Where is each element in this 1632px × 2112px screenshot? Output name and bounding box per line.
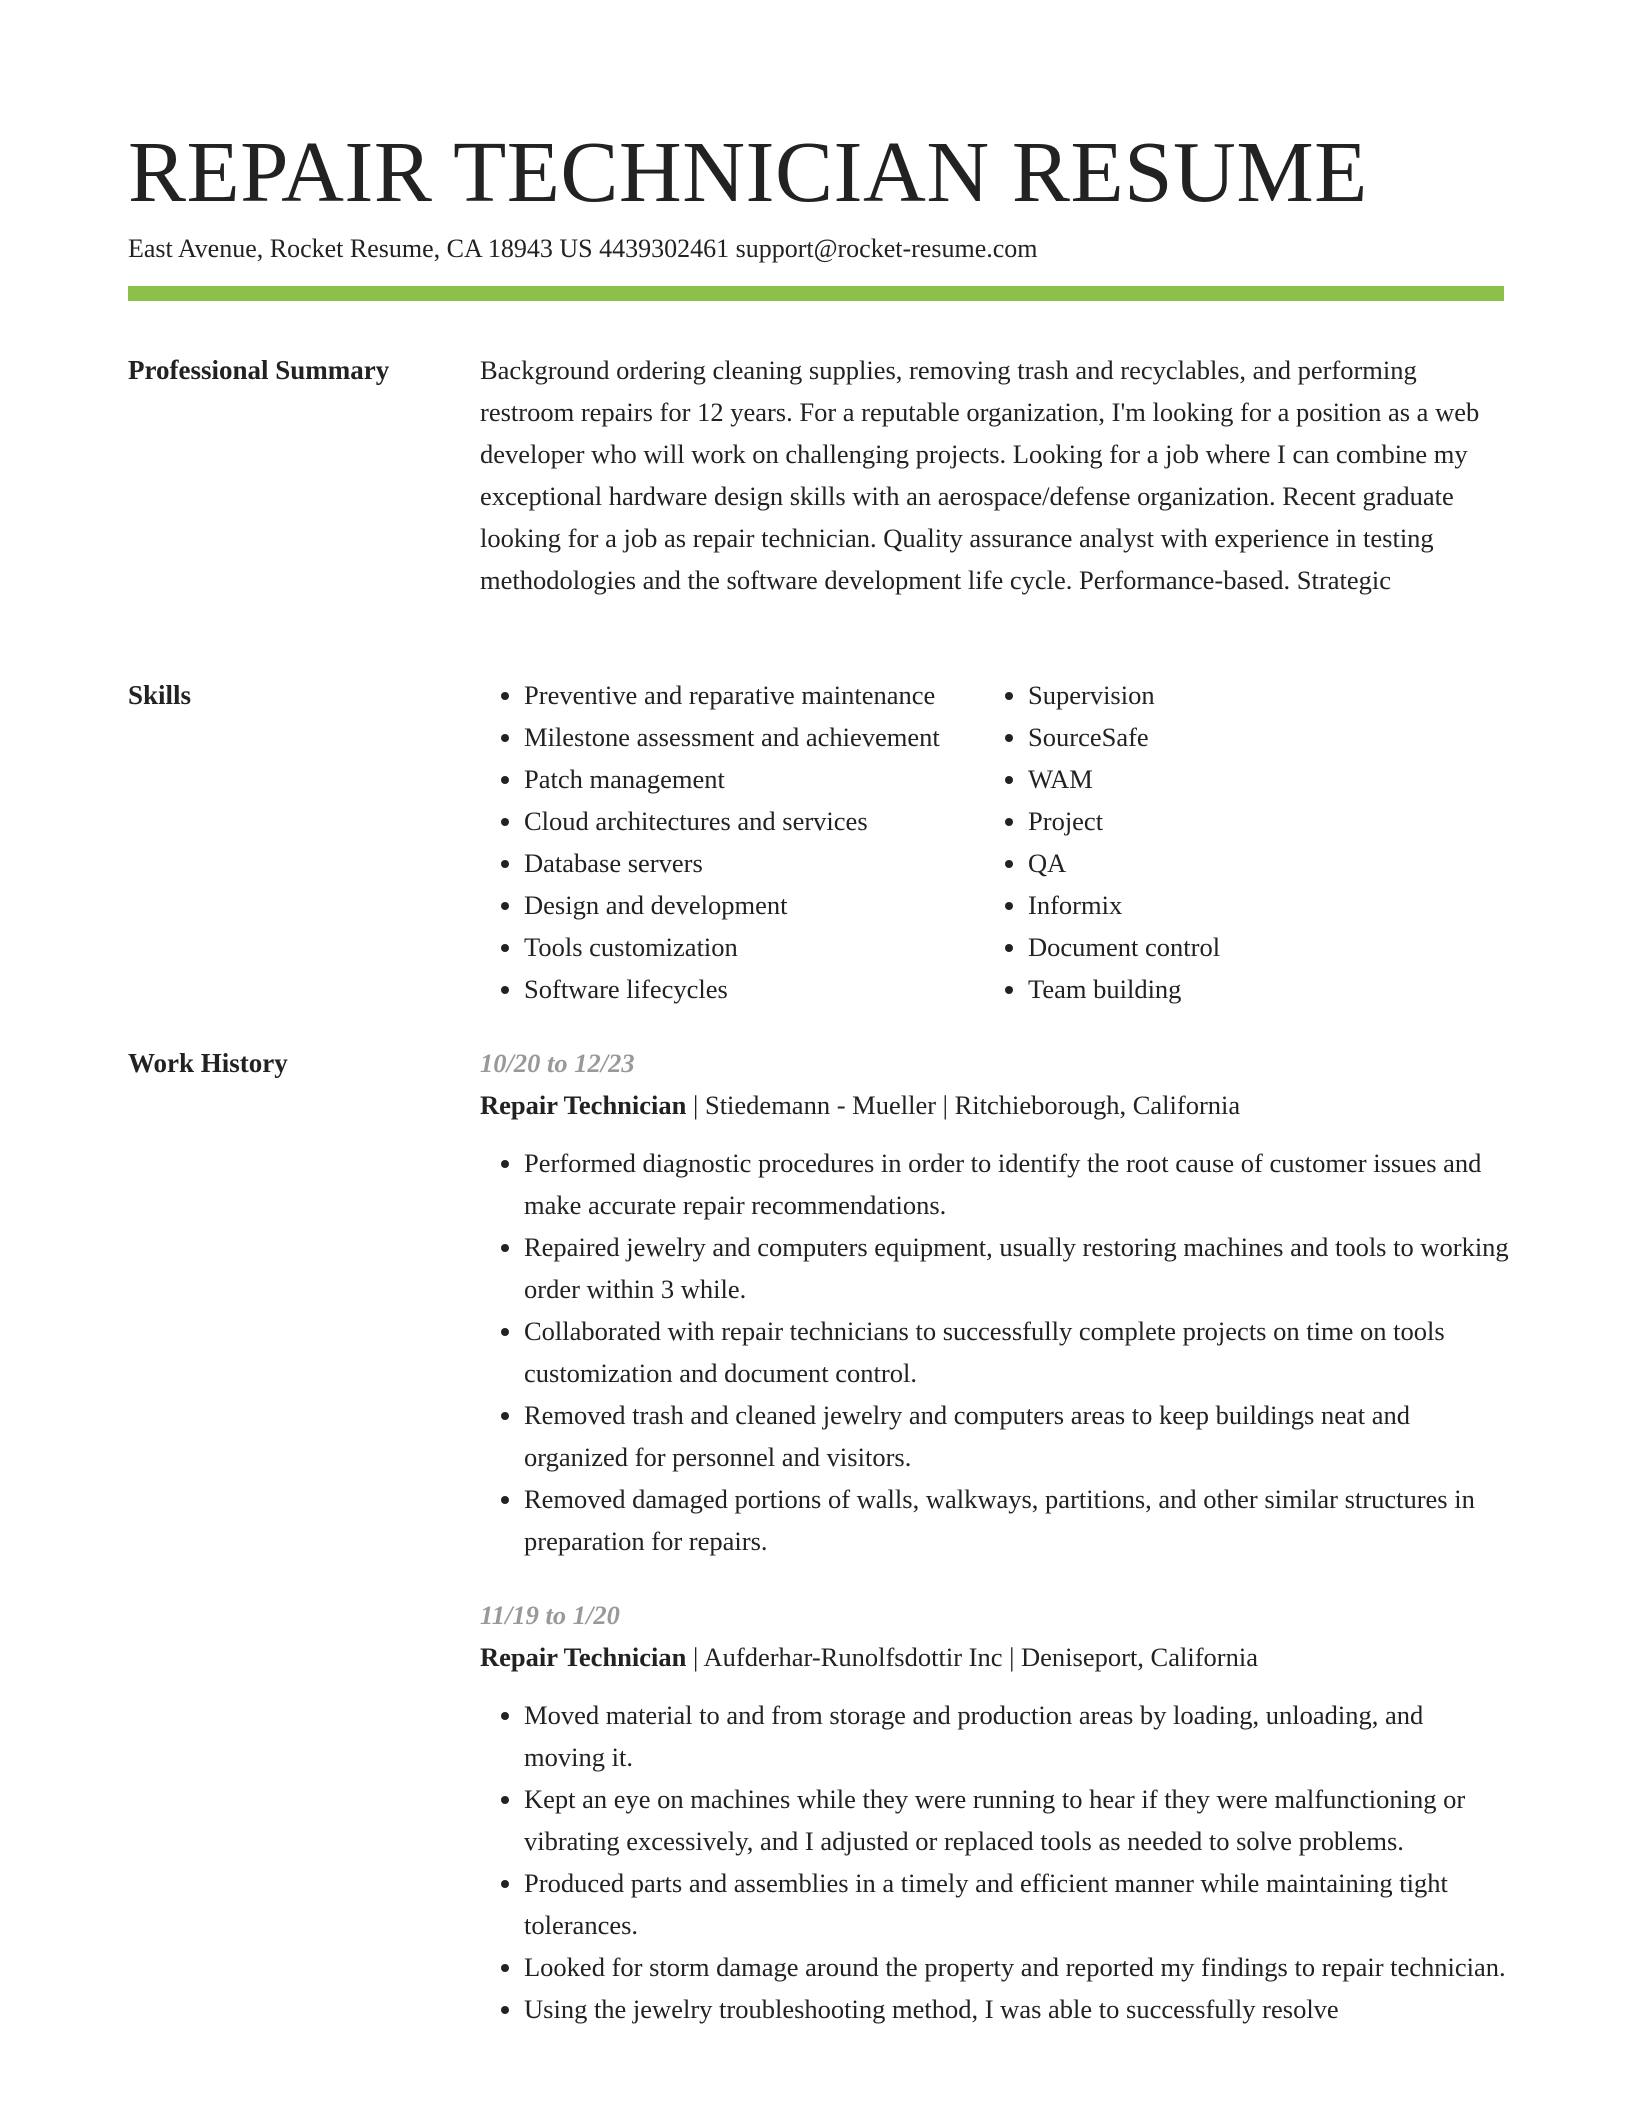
skill-item: • Design and development [524,884,984,926]
job-title: Repair Technician [480,1642,687,1672]
job-details: | Aufderhar-Runolfsdottir Inc | Deniseport, California [686,1642,1258,1672]
skill-item: • Team building [1028,968,1220,1010]
skill-item: • Database servers [524,842,984,884]
job-date: 11/19 to 1/20 [480,1600,620,1630]
job-bullet: • Repaired jewelry and computers equipment, usually restoring machines and tools to working order within 3 while. [524,1226,1510,1310]
summary-text: Background ordering cleaning supplies, removing trash and recyclables, and performing restroom repairs for 12 years. For a reputable organization, I'm looking for a position as a web developer who will work on challenging projects. Looking for a job where I can combine my exceptional hardware design skills with an aerospace/defense organization. Recent graduate looking for a job as repair technician. Quality assurance analyst with experience in testing methodologies and the software development life cycle. Performance-based. Strategic [480,355,1480,595]
skill-item: • Software lifecycles [524,968,984,1010]
job-bullet: • Produced parts and assemblies in a timely and efficient manner while maintaining tight tolerances. [524,1862,1510,1946]
header-divider [128,286,1504,301]
job-bullet: • Removed damaged portions of walls, walkways, partitions, and other similar structures in preparation for repairs. [524,1478,1510,1562]
summary-heading: Professional Summary [128,355,390,385]
work-history-heading: Work History [128,1048,288,1078]
skill-item: • SourceSafe [1028,716,1220,758]
job-details: | Stiedemann - Mueller | Ritchieborough, California [686,1090,1241,1120]
summary-section [480,349,1510,601]
skills-section [480,674,1510,1010]
skill-item: • Preventive and reparative maintenance [524,674,984,716]
job-bullet: • Looked for storm damage around the property and reported my findings to repair technician. [524,1946,1510,1988]
skill-item: • QA [1028,842,1220,884]
skill-item: • Document control [1028,926,1220,968]
job-bullets [480,1142,1510,1562]
job-date: 10/20 to 12/23 [480,1048,635,1078]
skill-item: • Supervision [1028,674,1220,716]
skill-item: • Project [1028,800,1220,842]
job-title-line [480,1084,1510,1126]
job-bullet: • Using the jewelry troubleshooting method, I was able to successfully resolve [524,1988,1510,2030]
skill-item: • Informix [1028,884,1220,926]
job-title-line [480,1636,1510,1678]
job-bullet: • Moved material to and from storage and production areas by loading, unloading, and moving it. [524,1694,1510,1778]
skills-list-left [480,674,984,1010]
skills-heading: Skills [128,680,192,710]
job-bullet: • Kept an eye on machines while they were running to hear if they were malfunctioning or vibrating excessively, and I adjusted or replaced tools as needed to solve problems. [524,1778,1510,1862]
skills-list-right [984,674,1220,1010]
skill-item: • WAM [1028,758,1220,800]
job-bullets [480,1694,1510,2030]
skill-item: • Milestone assessment and achievement [524,716,984,758]
job-entry [480,1594,1510,2030]
skill-item: • Cloud architectures and services [524,800,984,842]
job-bullet: • Removed trash and cleaned jewelry and computers areas to keep buildings neat and organized for personnel and visitors. [524,1394,1510,1478]
contact-line: East Avenue, Rocket Resume, CA 18943 US 4439302461 support@rocket-resume.com [128,234,1038,263]
job-entry [480,1042,1510,1562]
job-title: Repair Technician [480,1090,687,1120]
resume-title: REPAIR TECHNICIAN RESUME [128,123,1368,220]
skill-item: • Tools customization [524,926,984,968]
job-bullet: • Performed diagnostic procedures in order to identify the root cause of customer issues and make accurate repair recommendations. [524,1142,1510,1226]
skill-item: • Patch management [524,758,984,800]
job-bullet: • Collaborated with repair technicians to successfully complete projects on time on tools customization and document control. [524,1310,1510,1394]
